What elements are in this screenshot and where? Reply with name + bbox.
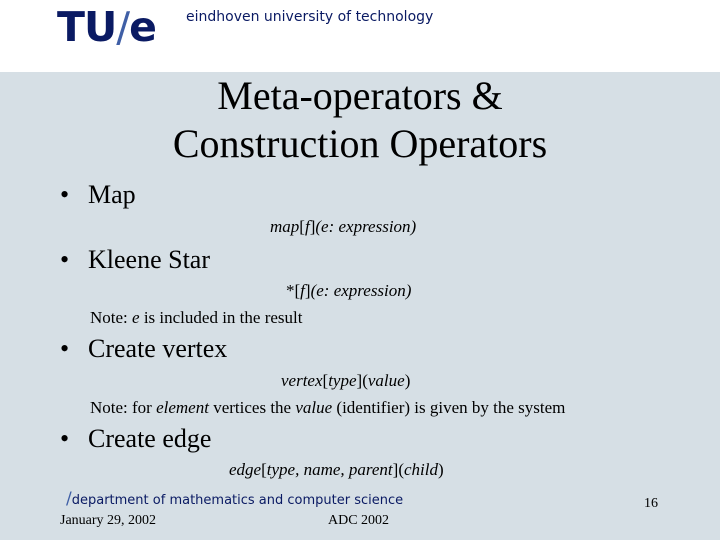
- bullet-create-vertex: • Create vertex: [60, 334, 228, 363]
- tue-logo: TU/e: [57, 3, 156, 51]
- edge-expression: edge[type, name, parent](child): [229, 460, 444, 479]
- bullet-kleene-star: • Kleene Star: [60, 245, 211, 274]
- footer-conference: ADC 2002: [328, 513, 390, 528]
- header-bar: [0, 0, 720, 72]
- map-expression: map[f](e: expression): [270, 217, 417, 236]
- kleene-expression: *[f](e: expression): [286, 281, 412, 300]
- university-name: eindhoven university of technology: [186, 9, 434, 25]
- page-number: 16: [644, 496, 658, 511]
- vertex-expression: vertex[type](value): [281, 371, 411, 390]
- slide-title: Meta-operators & Construction Operators: [172, 73, 548, 166]
- bullet-map: • Map: [60, 180, 136, 209]
- department-footer: /department of mathematics and computer science: [66, 489, 404, 509]
- bullet-create-edge: • Create edge: [60, 424, 212, 453]
- vertex-note: Note: for element vertices the value (identifier) is given by the system: [90, 398, 566, 417]
- kleene-note: Note: e is included in the result: [90, 308, 303, 327]
- footer-date: January 29, 2002: [60, 513, 157, 528]
